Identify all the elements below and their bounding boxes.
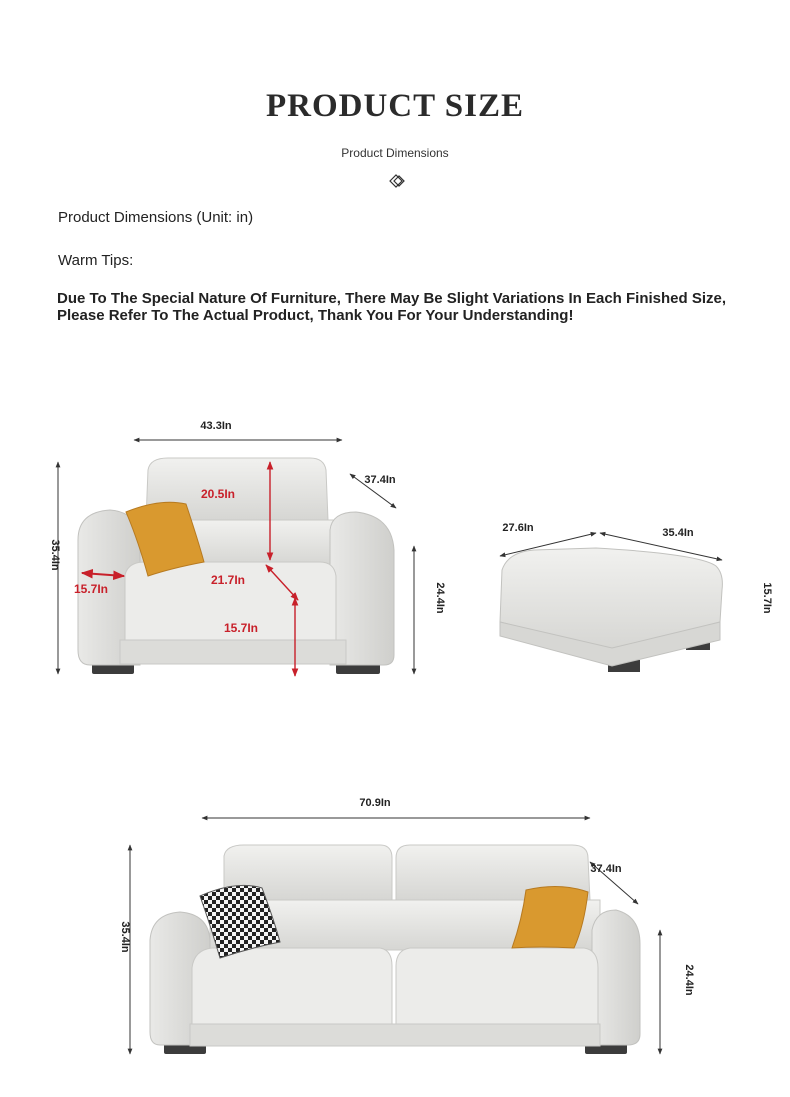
armchair-back-height-label: 20.5In bbox=[200, 487, 236, 501]
loveseat-illustration bbox=[150, 845, 640, 1054]
page-title: PRODUCT SIZE bbox=[265, 88, 525, 124]
armchair-illustration bbox=[78, 458, 394, 674]
loveseat-height-label: 35.4In bbox=[119, 921, 131, 953]
ottoman-width-label: 35.4In bbox=[662, 527, 694, 539]
page-subtitle: Product Dimensions bbox=[341, 146, 449, 160]
ottoman-illustration bbox=[500, 548, 722, 672]
armchair-width-label: 43.3In bbox=[200, 420, 232, 432]
loveseat-width-label: 70.9In bbox=[359, 797, 391, 809]
loveseat-arm-height-label: 24.4In bbox=[683, 964, 695, 996]
ottoman-height-label: 15.7In bbox=[761, 582, 773, 614]
tips-heading: Warm Tips: bbox=[58, 252, 134, 269]
tips-text: Due To The Special Nature Of Furniture, There May Be Slight Variations In Each Finished Size, Please Refer To The Actual Product, Thank You For Your Understanding! bbox=[57, 290, 727, 324]
armchair-arm-height-label: 24.4In bbox=[434, 582, 446, 614]
armchair-height-label: 35.4In bbox=[49, 539, 61, 571]
armchair-arm-width-label: 15.7In bbox=[73, 582, 109, 596]
armchair-seat-depth-label: 21.7In bbox=[210, 573, 246, 587]
armchair-seat-height-label: 15.7In bbox=[223, 621, 259, 635]
loveseat-depth-label: 37.4In bbox=[590, 863, 622, 875]
unit-heading: Product Dimensions (Unit: in) bbox=[58, 209, 254, 226]
ottoman-depth-label: 27.6In bbox=[502, 522, 534, 534]
armchair-depth-label: 37.4In bbox=[364, 474, 396, 486]
